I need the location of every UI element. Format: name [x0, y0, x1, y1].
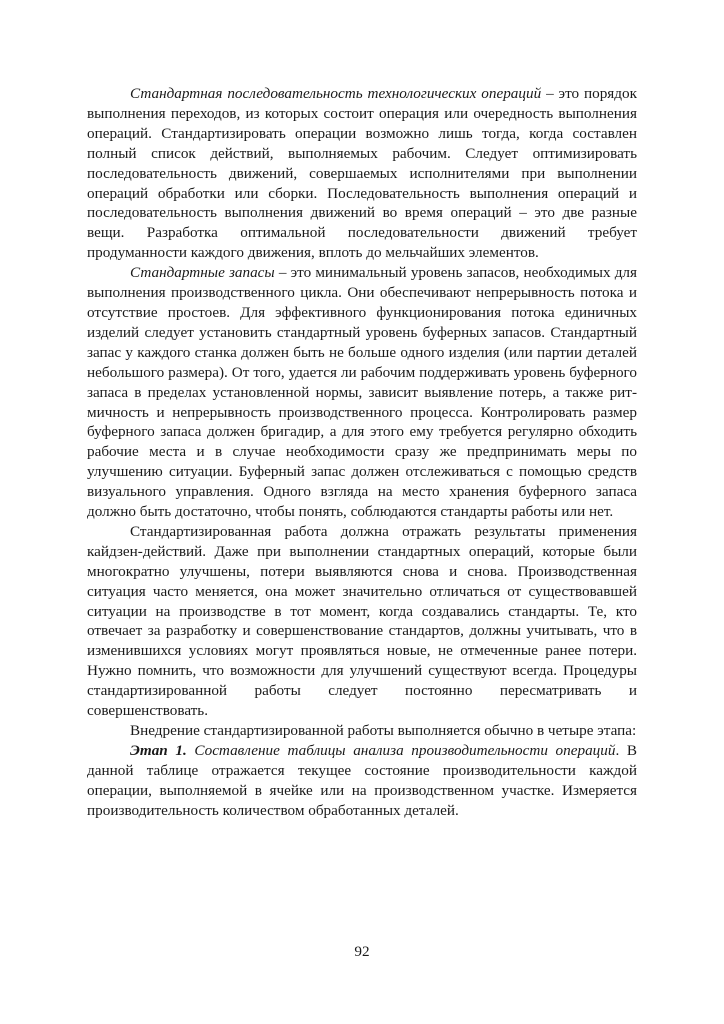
paragraph-text: Стандартизированная работа должна отражать результаты применения кайдзен-действий. Даже при выполнении стандартных операций, которые были многократно улучшены, потери выявляются снова и снова. Производственная ситуация часто меняется, она может значительно отличаться от существовавшей ситуации на производстве в тот момент, когда создавались стандарты. Те, кто отвечает за разработку и совершенствование стандартов, должны учитывать, что в изменившихся условиях могут проявляться новые, не отмеченные ранее потери. Нужно помнить, что возможности для улучшений существуют всегда. Процедуры стандартизированной работы следует постоянно пересматривать и совершенствовать.: [87, 522, 637, 720]
page-number: 92: [354, 943, 370, 960]
paragraph-implementation: [87, 721, 637, 741]
term-standard-sequence: Стандартная последовательность технологических операций: [130, 85, 542, 102]
paragraph-standardized-work: [87, 522, 637, 721]
term-stage-1: Составление таблицы анализа производительности операций: [186, 741, 616, 759]
paragraph-text: . В данной таблице отражается текущее состояние производительности каждой операции, выполняемой в ячейке или на производственном участке. Измеряется производительность количеством обработанных деталей.: [87, 741, 637, 819]
page-body: [87, 84, 637, 821]
paragraph-standard-stock: [87, 263, 637, 522]
paragraph-text: – это минимальный уровень запасов, необходимых для выполнения производственного цикла. Они обеспечивают непрерывность потока и отсутствие простоев. Для эффективного функционирования потока единичных изделий следует установить стандартный уровень буферных запасов. Стандартный запас у каждого станка должен быть не больше одного изделия (или партии деталей небольшого размера). От того, удается ли рабочим поддерживать уровень буферного запаса в пределах установленной нормы, зависит выявление потерь, а также ритмичность и непрерывность производственного процесса. Контролировать размер буферного запаса должен бригадир, а для этого ему требуется регулярно обходить рабочие места и в случае необходимости сразу же предпринимать меры по улучшению ситуации. Буферный запас должен отслеживаться с помощью средств визуального управления. Одного взгляда на место хранения буферного запаса должно быть достаточно, чтобы понять, соблюдаются стандарты работы или нет.: [87, 264, 637, 521]
stage-label: Этап 1.: [130, 741, 187, 759]
paragraph-text: Внедрение стандартизированной работы выполняется обычно в четыре этапа:: [130, 722, 637, 739]
term-standard-stock: Стандартные запасы: [130, 264, 275, 282]
paragraph-stage-1: [87, 741, 637, 821]
paragraph-text: – это порядок выполнения переходов, из которых состоит операция или очередность выполнения операций. Стандартизировать операции возможно лишь тогда, когда составлен полный список действий, выполняемых рабочим. Следует оптимизировать последовательность движений, совершаемых исполнителями при выполнении операций обработки или сборки. Последовательность выполнения операций и последовательность выполнения движений во время операций – это две разные вещи. Разработка оптимальной последовательности движений требует продуманности каждого движения, вплоть до мельчайших элементов.: [87, 85, 637, 262]
paragraph-standard-sequence: [87, 84, 637, 263]
